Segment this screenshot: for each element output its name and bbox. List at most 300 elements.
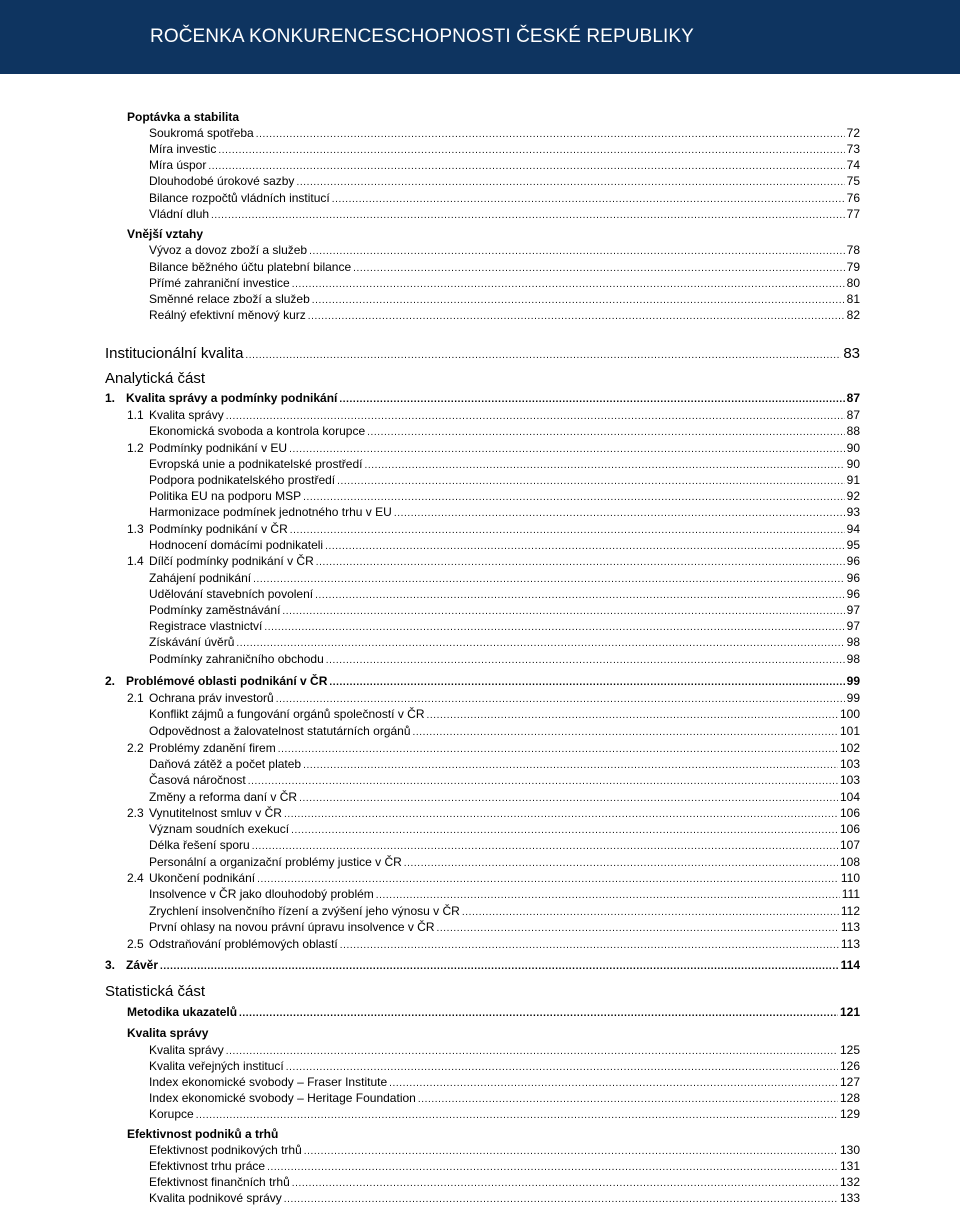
- toc-entry[interactable]: [149, 308, 860, 324]
- toc-label: [149, 505, 394, 519]
- dot-leader: [389, 1078, 838, 1089]
- page-number: 110: [840, 871, 860, 885]
- dot-leader: [282, 606, 844, 617]
- page-number: 74: [846, 158, 860, 172]
- toc-entry[interactable]: [149, 207, 860, 223]
- dot-leader: [257, 874, 839, 885]
- toc-entry[interactable]: [149, 1175, 860, 1191]
- toc-entry[interactable]: [149, 538, 860, 554]
- dot-leader: [308, 311, 845, 322]
- toc-title: Index ekonomické svobody – Fraser Institute: [149, 1075, 388, 1089]
- dot-leader: [218, 145, 844, 156]
- part-heading: [105, 370, 205, 387]
- toc-label: [149, 635, 236, 649]
- toc-title: Vládní dluh: [149, 207, 210, 221]
- toc-label: [149, 838, 252, 852]
- toc-subchapter[interactable]: [127, 691, 860, 707]
- toc-label: [149, 822, 291, 836]
- dot-leader: [196, 1110, 838, 1121]
- toc-entry[interactable]: [149, 260, 860, 276]
- toc-label: [127, 871, 257, 885]
- toc-entry[interactable]: [149, 473, 860, 489]
- page-number: 88: [846, 424, 860, 438]
- toc-label: [127, 741, 278, 755]
- dot-leader: [226, 411, 845, 422]
- dot-leader: [303, 760, 838, 771]
- toc-entry[interactable]: [149, 1043, 860, 1059]
- toc-subchapter[interactable]: [127, 741, 860, 757]
- toc-label: [127, 522, 290, 536]
- toc-label: [149, 904, 462, 918]
- page-number: 111: [841, 887, 860, 901]
- dot-leader: [364, 460, 844, 471]
- toc-label: [105, 345, 245, 362]
- page-number: 107: [839, 838, 860, 852]
- toc-entry[interactable]: [149, 822, 860, 838]
- page-number: 93: [846, 505, 860, 519]
- group-heading: [127, 227, 203, 241]
- toc-label: [127, 1005, 239, 1019]
- dot-leader: [353, 263, 844, 274]
- page-number: 82: [846, 308, 860, 322]
- page-number: 103: [839, 773, 860, 787]
- page-number: 127: [839, 1075, 860, 1089]
- dot-leader: [312, 295, 845, 306]
- page-number: 78: [846, 243, 860, 257]
- toc-entry[interactable]: [149, 619, 860, 635]
- toc-entry[interactable]: [149, 652, 860, 668]
- toc-section[interactable]: [105, 345, 860, 365]
- toc-label: [149, 473, 337, 487]
- toc-label: [149, 424, 367, 438]
- toc-title: Směnné relace zboží a služeb: [149, 292, 310, 306]
- toc-number: 3.: [105, 958, 116, 972]
- toc-number: 1.4: [127, 554, 144, 568]
- toc-title: Získávání úvěrů: [149, 635, 235, 649]
- toc-title: Podmínky zahraničního obchodu: [149, 652, 324, 666]
- page-number: 94: [846, 522, 860, 536]
- toc-number: 2.2: [127, 741, 144, 755]
- page-number: 87: [846, 391, 860, 405]
- dot-leader: [296, 177, 844, 188]
- toc-subchapter[interactable]: [127, 806, 860, 822]
- toc-title: Míra úspor: [149, 158, 207, 172]
- group-heading: [127, 1127, 278, 1141]
- toc-entry[interactable]: [149, 707, 860, 723]
- toc-entry[interactable]: [149, 292, 860, 308]
- toc-entry[interactable]: [149, 142, 860, 158]
- toc-subchapter[interactable]: [127, 554, 860, 570]
- toc-subchapter[interactable]: [127, 522, 860, 538]
- heading-label: Analytická část: [105, 370, 206, 387]
- toc-label: [105, 674, 329, 688]
- dot-leader: [462, 907, 839, 918]
- toc-label: [127, 441, 289, 455]
- dot-leader: [413, 727, 838, 738]
- dot-leader: [309, 246, 845, 257]
- page-number: 106: [839, 806, 860, 820]
- toc-label: [149, 587, 315, 601]
- toc-title: Harmonizace podmínek jednotného trhu v EU: [149, 505, 392, 519]
- toc-label: [149, 887, 376, 901]
- toc-title: Podpora podnikatelského prostředí: [149, 473, 336, 487]
- page-number: 131: [839, 1159, 860, 1173]
- dot-leader: [291, 825, 838, 836]
- page-number: 132: [839, 1175, 860, 1189]
- toc-label: [149, 619, 264, 633]
- toc-label: [105, 391, 339, 405]
- page-number: 79: [846, 260, 860, 274]
- toc-label: [149, 538, 325, 552]
- page-number: 97: [846, 619, 860, 633]
- page-number: 130: [839, 1143, 860, 1157]
- toc-label: [149, 191, 332, 205]
- toc-entry[interactable]: [149, 489, 860, 505]
- dot-leader: [304, 1146, 838, 1157]
- toc-entry[interactable]: [149, 457, 860, 473]
- toc-entry[interactable]: [149, 174, 860, 190]
- toc-entry[interactable]: [149, 1075, 860, 1091]
- page-number: 112: [840, 904, 860, 918]
- toc-title: Vývoz a dovoz zboží a služeb: [149, 243, 308, 257]
- page-number: 76: [846, 191, 860, 205]
- toc-label: [149, 174, 296, 188]
- toc-entry[interactable]: [149, 773, 860, 789]
- page-number: 96: [846, 554, 860, 568]
- toc-title: Registrace vlastnictví: [149, 619, 263, 633]
- page-number: 75: [846, 174, 860, 188]
- toc-title: Index ekonomické svobody – Heritage Foundation: [149, 1091, 416, 1105]
- toc-label: [127, 554, 316, 568]
- page-number: 73: [846, 142, 860, 156]
- page-number: 114: [840, 958, 860, 972]
- page-number: 101: [839, 724, 860, 738]
- dot-leader: [286, 1062, 838, 1073]
- toc-label: [149, 1043, 226, 1057]
- dot-leader: [245, 350, 841, 361]
- toc-label: [127, 408, 226, 422]
- toc-label: [149, 1143, 304, 1157]
- page-number: 108: [839, 855, 860, 869]
- dot-leader: [404, 858, 838, 869]
- toc-number: 1.1: [127, 408, 144, 422]
- toc-entry[interactable]: [149, 855, 860, 871]
- toc-title: Bilance rozpočtů vládních institucí: [149, 191, 330, 205]
- dot-leader: [248, 776, 838, 787]
- toc-title: Korupce: [149, 1107, 194, 1121]
- dot-leader: [284, 809, 838, 820]
- toc-chapter[interactable]: [105, 674, 860, 690]
- page-number: 104: [839, 790, 860, 804]
- toc-label: [149, 1059, 286, 1073]
- page-number: 98: [846, 635, 860, 649]
- dot-leader: [426, 710, 837, 721]
- page-number: 96: [846, 571, 860, 585]
- toc-title: Odstraňování problémových oblastí: [149, 937, 338, 951]
- toc-title: Podmínky zaměstnávání: [149, 603, 281, 617]
- page-number: 87: [846, 408, 860, 422]
- dot-leader: [329, 677, 844, 688]
- toc-label: [127, 691, 276, 705]
- toc-label: [149, 489, 303, 503]
- dot-leader: [394, 508, 845, 519]
- dot-leader: [376, 890, 840, 901]
- toc-number: 2.: [105, 674, 116, 688]
- toc-label: [149, 1191, 284, 1205]
- toc-title: Časová náročnost: [149, 773, 246, 787]
- toc-title: Délka řešení sporu: [149, 838, 250, 852]
- toc-title: Personální a organizační problémy justice v ČR: [149, 855, 402, 869]
- toc-label: [149, 308, 308, 322]
- toc-label: [149, 920, 437, 934]
- toc-label: [149, 603, 282, 617]
- dot-leader: [253, 574, 845, 585]
- toc-subchapter[interactable]: [127, 871, 860, 887]
- toc-title: Závěr: [126, 958, 159, 972]
- page-number: 90: [846, 441, 860, 455]
- toc-entry[interactable]: [149, 603, 860, 619]
- dot-leader: [289, 444, 845, 455]
- toc-title: Ukončení podnikání: [149, 871, 256, 885]
- toc-label: [149, 724, 413, 738]
- page-number: 95: [846, 538, 860, 552]
- dot-leader: [418, 1094, 838, 1105]
- toc-entry[interactable]: [149, 505, 860, 521]
- dot-leader: [276, 694, 845, 705]
- toc-entry-bold[interactable]: [127, 1005, 860, 1021]
- toc-title: Evropská unie a podnikatelské prostředí: [149, 457, 363, 471]
- toc-entry[interactable]: [149, 904, 860, 920]
- toc-number: 1.3: [127, 522, 144, 536]
- toc-title: Problémy zdanění firem: [149, 741, 276, 755]
- toc-entry[interactable]: [149, 920, 860, 936]
- toc-title: Efektivnost podnikových trhů: [149, 1143, 302, 1157]
- page-number: 121: [839, 1005, 860, 1019]
- page-number: 125: [839, 1043, 860, 1057]
- page-number: 92: [846, 489, 860, 503]
- group-heading: [127, 1026, 208, 1040]
- toc-entry[interactable]: [149, 635, 860, 651]
- toc-title: Reálný efektivní měnový kurz: [149, 308, 306, 322]
- dot-leader: [208, 161, 844, 172]
- toc-number: 2.3: [127, 806, 144, 820]
- page-number: 83: [843, 345, 860, 362]
- dot-leader: [339, 394, 844, 405]
- page-number: 97: [846, 603, 860, 617]
- toc-entry[interactable]: [149, 276, 860, 292]
- toc-entry[interactable]: [149, 424, 860, 440]
- page-number: 72: [846, 126, 860, 140]
- toc-title: Zrychlení insolvenčního řízení a zvýšení jeho výnosu v ČR: [149, 904, 460, 918]
- toc-title: Problémové oblasti podnikání v ČR: [126, 674, 328, 688]
- dot-leader: [211, 210, 845, 221]
- toc-title: Vynutitelnost smluv v ČR: [149, 806, 282, 820]
- toc-entry[interactable]: [149, 1191, 860, 1205]
- toc-title: Efektivnost finančních trhů: [149, 1175, 290, 1189]
- dot-leader: [252, 841, 838, 852]
- toc-title: Míra investic: [149, 142, 217, 156]
- page-number: 126: [839, 1059, 860, 1073]
- toc-title: Kvalita podnikové správy: [149, 1191, 282, 1205]
- toc-title: Hodnocení domácími podnikateli: [149, 538, 324, 552]
- page-number: 80: [846, 276, 860, 290]
- toc-title: Konflikt zájmů a fungování orgánů společností v ČR: [149, 707, 425, 721]
- page-number: 133: [839, 1191, 860, 1205]
- page-number: 113: [840, 920, 860, 934]
- toc-entry[interactable]: [149, 1107, 860, 1123]
- toc-title: Kvalita správy: [149, 1043, 224, 1057]
- dot-leader: [437, 923, 839, 934]
- toc-entry[interactable]: [149, 1059, 860, 1075]
- toc-number: 1.: [105, 391, 116, 405]
- toc-entry[interactable]: [149, 790, 860, 806]
- toc-title: Udělování stavebních povolení: [149, 587, 314, 601]
- toc-label: [149, 292, 312, 306]
- toc-label: [149, 260, 353, 274]
- toc-entry[interactable]: [149, 724, 860, 740]
- toc-title: Přímé zahraniční investice: [149, 276, 290, 290]
- toc-label: [127, 806, 284, 820]
- toc-chapter[interactable]: [105, 391, 860, 407]
- part-heading: [105, 983, 205, 1000]
- group-heading: [127, 110, 239, 124]
- toc-entry[interactable]: [149, 757, 860, 773]
- page-number: 129: [839, 1107, 860, 1121]
- dot-leader: [367, 427, 845, 438]
- dot-leader: [278, 744, 838, 755]
- dot-leader: [316, 557, 845, 568]
- toc-title: Podmínky podnikání v ČR: [149, 522, 288, 536]
- toc-title: Podmínky podnikání v EU: [149, 441, 288, 455]
- page-number: 113: [840, 937, 860, 951]
- dot-leader: [340, 940, 839, 951]
- dot-leader: [290, 525, 845, 536]
- toc-title: Kvalita veřejných institucí: [149, 1059, 284, 1073]
- toc-title: Bilance běžného účtu platební bilance: [149, 260, 352, 274]
- page-number: 99: [846, 691, 860, 705]
- toc-subchapter[interactable]: [127, 441, 860, 457]
- heading-label: Vnější vztahy: [127, 227, 204, 241]
- toc-label: [149, 276, 292, 290]
- toc-title: Metodika ukazatelů: [127, 1005, 238, 1019]
- dot-leader: [292, 279, 845, 290]
- toc-label: [149, 1175, 292, 1189]
- dot-leader: [236, 638, 844, 649]
- toc-label: [149, 707, 426, 721]
- dot-leader: [332, 194, 845, 205]
- toc-label: [105, 958, 160, 972]
- toc-entry[interactable]: [149, 1159, 860, 1175]
- toc-title: Změny a reforma daní v ČR: [149, 790, 298, 804]
- toc-title: Insolvence v ČR jako dlouhodobý problém: [149, 887, 374, 901]
- toc-subchapter[interactable]: [127, 408, 860, 424]
- toc-label: [149, 652, 326, 666]
- toc-label: [149, 773, 248, 787]
- toc-title: Zahájení podnikání: [149, 571, 252, 585]
- page-number: 102: [839, 741, 860, 755]
- dot-leader: [160, 961, 839, 972]
- toc-entry[interactable]: [149, 887, 860, 903]
- toc-label: [149, 142, 218, 156]
- toc-chapter[interactable]: [105, 958, 860, 974]
- header-title: ROČENKA KONKURENCESCHOPNOSTI ČESKÉ REPUBLIKY: [150, 26, 694, 47]
- toc-label: [149, 207, 211, 221]
- toc-label: [149, 1091, 418, 1105]
- toc-label: [149, 243, 309, 257]
- dot-leader: [303, 492, 845, 503]
- toc-label: [149, 855, 404, 869]
- page-number: 96: [846, 587, 860, 601]
- toc-label: [149, 790, 299, 804]
- toc-entry[interactable]: [149, 126, 860, 142]
- dot-leader: [315, 590, 845, 601]
- toc-label: [149, 126, 256, 140]
- page-number: 128: [839, 1091, 860, 1105]
- toc-title: Dílčí podmínky podnikání v ČR: [149, 554, 314, 568]
- page-number: 77: [846, 207, 860, 221]
- toc-number: 2.5: [127, 937, 144, 951]
- dot-leader: [264, 622, 844, 633]
- page-number: 91: [846, 473, 860, 487]
- toc-label: [149, 757, 303, 771]
- toc-title: Kvalita správy a podmínky podnikání: [126, 391, 338, 405]
- toc-entry[interactable]: [149, 158, 860, 174]
- toc-label: [149, 158, 208, 172]
- toc-number: 2.1: [127, 691, 144, 705]
- toc-title: Odpovědnost a žalovatelnost statutárních orgánů: [149, 724, 411, 738]
- page-number: 98: [846, 652, 860, 666]
- dot-leader: [337, 476, 845, 487]
- page-number: 90: [846, 457, 860, 471]
- toc-entry[interactable]: [149, 571, 860, 587]
- page-number: 81: [846, 292, 860, 306]
- toc-title: Soukromá spotřeba: [149, 126, 254, 140]
- toc-entry[interactable]: [149, 191, 860, 207]
- toc-title: Kvalita správy: [149, 408, 224, 422]
- toc-label: [149, 1159, 267, 1173]
- dot-leader: [239, 1008, 838, 1019]
- heading-label: Kvalita správy: [127, 1026, 209, 1040]
- dot-leader: [292, 1178, 838, 1189]
- toc-title: Politika EU na podporu MSP: [149, 489, 302, 503]
- toc-title: Daňová zátěž a počet plateb: [149, 757, 302, 771]
- dot-leader: [284, 1194, 838, 1205]
- toc-label: [149, 457, 364, 471]
- toc-title: Význam soudních exekucí: [149, 822, 290, 836]
- heading-label: Poptávka a stabilita: [127, 110, 240, 124]
- toc-entry[interactable]: [149, 1143, 860, 1159]
- toc-entry[interactable]: [149, 243, 860, 259]
- toc-entry[interactable]: [149, 587, 860, 603]
- heading-label: Statistická část: [105, 983, 206, 1000]
- toc-subchapter[interactable]: [127, 937, 860, 953]
- toc-entry[interactable]: [149, 838, 860, 854]
- toc-label: [149, 571, 253, 585]
- toc-label: [149, 1107, 196, 1121]
- page-number: 106: [839, 822, 860, 836]
- toc-title: První ohlasy na novou právní úpravu insolvence v ČR: [149, 920, 435, 934]
- page-number: 103: [839, 757, 860, 771]
- dot-leader: [299, 793, 838, 804]
- toc-title: Dlouhodobé úrokové sazby: [149, 174, 295, 188]
- dot-leader: [267, 1162, 838, 1173]
- page-number: 100: [839, 707, 860, 721]
- toc-title: Ekonomická svoboda a kontrola korupce: [149, 424, 366, 438]
- heading-label: Efektivnost podniků a trhů: [127, 1127, 279, 1141]
- toc-entry[interactable]: [149, 1091, 860, 1107]
- dot-leader: [226, 1046, 838, 1057]
- toc-title: Efektivnost trhu práce: [149, 1159, 266, 1173]
